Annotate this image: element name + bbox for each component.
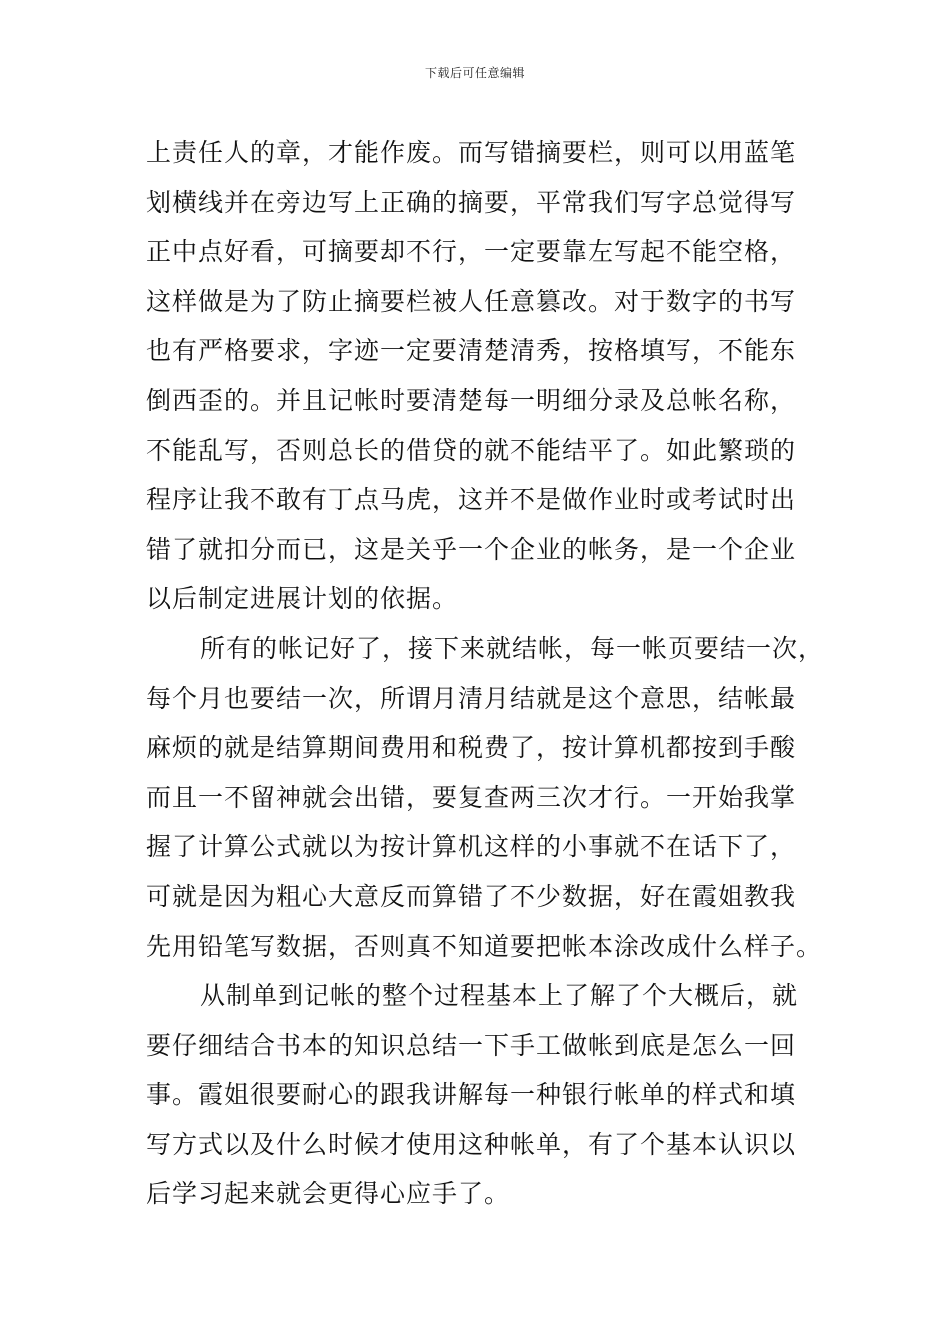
text-line: 握了计算公式就以为按计算机这样的小事就不在话下了， (146, 832, 797, 862)
text-line: 麻烦的就是结算期间费用和税费了，按计算机都按到手酸 (146, 733, 797, 763)
document-body (146, 128, 825, 1219)
text-line: 上责任人的章，才能作废。而写错摘要栏，则可以用蓝笔 (146, 138, 797, 167)
text-line: 错了就扣分而已，这是关乎一个企业的帐务，是一个企业 (146, 534, 797, 564)
text-line: 也有严格要求，字迹一定要清楚清秀，按格填写，不能东 (146, 336, 797, 366)
text-line: 程序让我不敢有丁点马虎，这并不是做作业时或考试时出 (146, 485, 797, 515)
text-line: 每个月也要结一次，所谓月清月结就是这个意思，结帐最 (146, 683, 797, 713)
paragraph-3 (146, 971, 810, 1219)
text-line: 要仔细结合书本的知识总结一下手工做帐到底是怎么一回 (146, 1030, 797, 1060)
text-line: 划横线并在旁边写上正确的摘要，平常我们写字总觉得写 (146, 187, 797, 217)
text-line: 写方式以及什么时候才使用这种帐单，有了个基本认识以 (146, 1129, 797, 1159)
text-line: 事。霞姐很要耐心的跟我讲解每一种银行帐单的样式和填 (146, 1080, 797, 1110)
text-line: 倒西歪的。并且记帐时要清楚每一明细分录及总帐名称， (146, 385, 797, 415)
text-line: 不能乱写，否则总长的借贷的就不能结平了。如此繁琐的 (146, 435, 797, 465)
paragraph-1 (146, 128, 810, 624)
text-line: 从制单到记帐的整个过程基本上了解了个大概后，就 (200, 981, 799, 1011)
text-line: 先用铅笔写数据，否则真不知道要把帐本涂改成什么样子。 (146, 931, 823, 961)
text-line: 而且一不留神就会出错，要复查两三次才行。一开始我掌 (146, 782, 797, 812)
text-line: 以后制定进展计划的依据。 (146, 584, 459, 614)
text-line: 这样做是为了防止摘要栏被人任意篡改。对于数字的书写 (146, 286, 797, 316)
page-header: 下载后可任意编辑 (424, 66, 525, 80)
text-line: 正中点好看，可摘要却不行，一定要靠左写起不能空格， (146, 237, 797, 267)
text-line: 所有的帐记好了，接下来就结帐，每一帐页要结一次， (200, 633, 825, 663)
text-line: 可就是因为粗心大意反而算错了不少数据，好在霞姐教我 (146, 881, 797, 911)
text-line: 后学习起来就会更得心应手了。 (146, 1179, 511, 1209)
paragraph-2 (146, 624, 825, 971)
